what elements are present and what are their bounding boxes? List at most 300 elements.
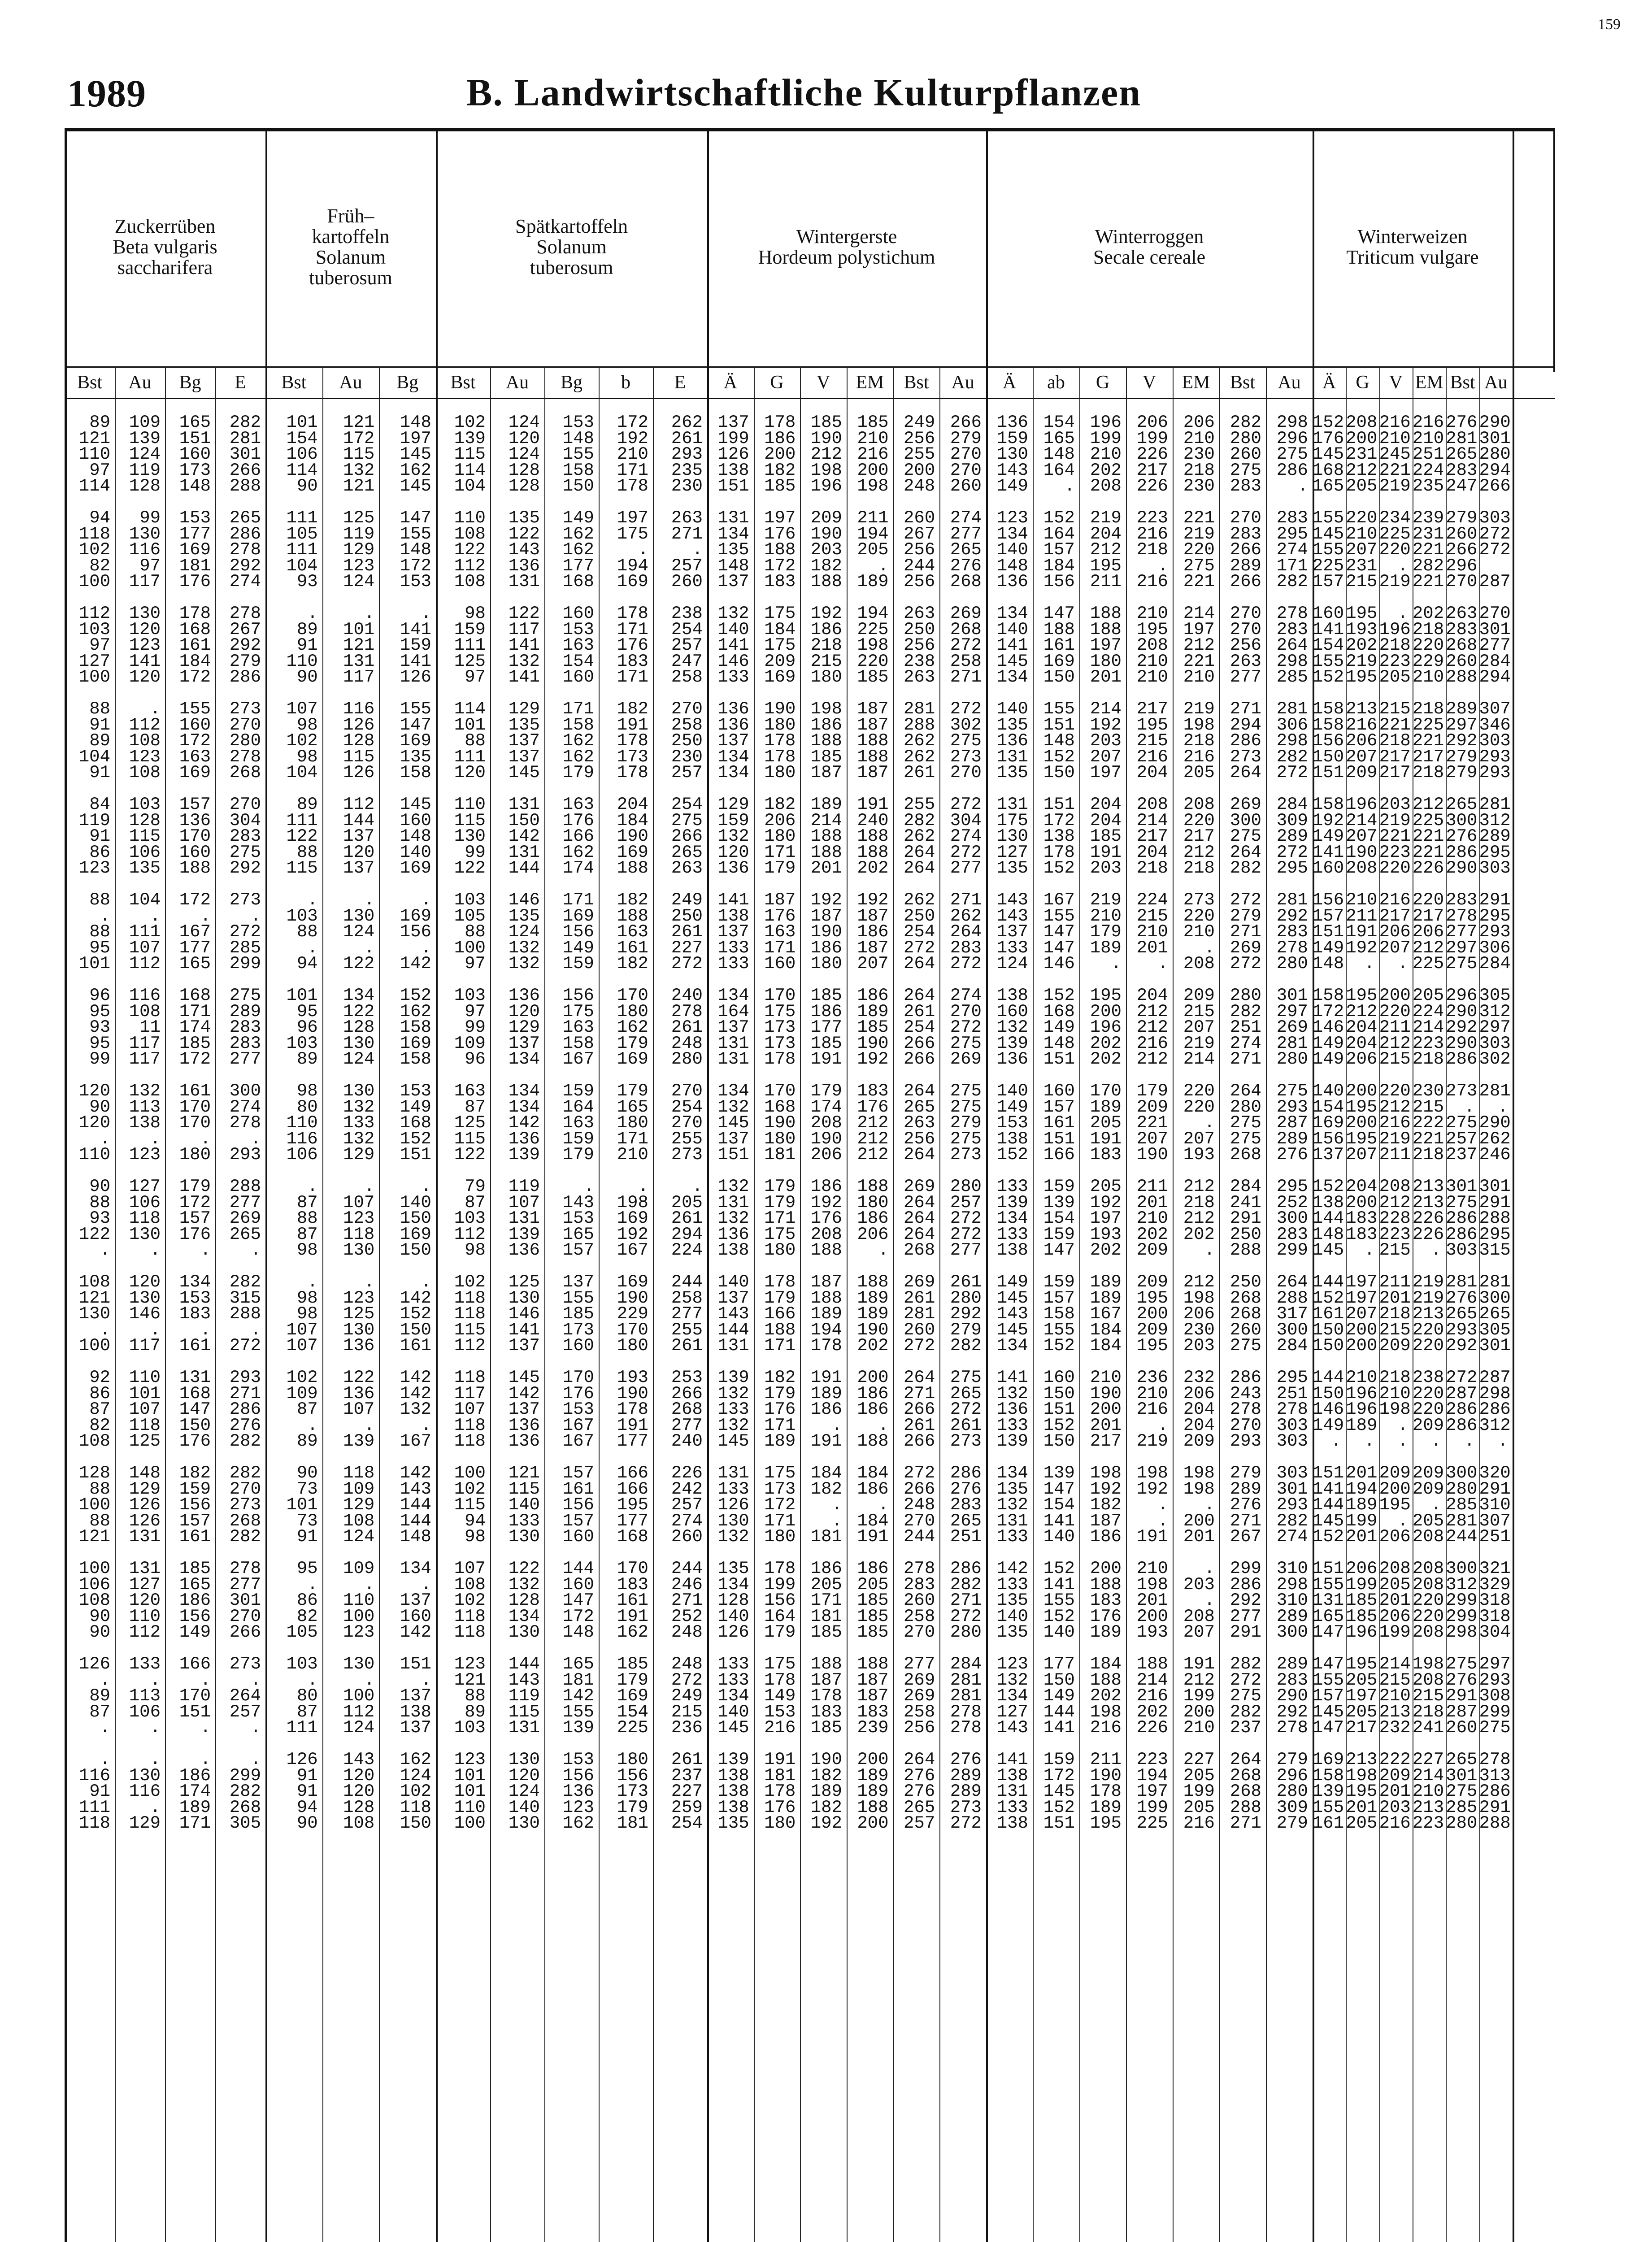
- table-cell: 193: [1183, 1145, 1215, 1164]
- table-cell: 98: [296, 747, 318, 767]
- table-cell: 169: [400, 1033, 431, 1053]
- table-cell: 101: [286, 413, 318, 432]
- table-cell: 111: [286, 810, 318, 830]
- table-cell: 103: [454, 1208, 486, 1228]
- table-cell: 269: [904, 1686, 935, 1706]
- table-cell: 149: [1043, 1017, 1075, 1037]
- table-row: [65, 1736, 1555, 1768]
- table-cell: 127: [129, 1177, 161, 1196]
- table-cell: 186: [810, 1399, 842, 1419]
- table-cell: 175: [996, 810, 1028, 830]
- table-cell: 147: [1043, 1479, 1075, 1499]
- table-cell: 169: [179, 540, 211, 560]
- table-cell: .: [200, 1320, 211, 1340]
- table-cell: 278: [229, 747, 261, 767]
- table-cell: 272: [1230, 890, 1261, 910]
- table-cell: 195: [617, 1495, 648, 1515]
- table-cell: .: [1157, 1495, 1168, 1515]
- table-cell: 187: [810, 763, 842, 782]
- table-cell: 88: [89, 922, 110, 942]
- table-cell: 286: [1446, 1415, 1478, 1435]
- table-cell: 286: [1446, 1224, 1478, 1244]
- table-cell: .: [307, 1415, 318, 1435]
- table-cell: .: [1364, 954, 1375, 973]
- table-cell: 295: [1276, 858, 1308, 878]
- table-cell: 148: [129, 1463, 161, 1483]
- table-cell: 205: [1090, 1113, 1122, 1133]
- table-cell: 300: [229, 1081, 261, 1101]
- table-cell: 276: [904, 1781, 935, 1801]
- table-cell: 273: [950, 1145, 982, 1164]
- table-cell: 135: [508, 715, 540, 735]
- table-cell: 202: [1090, 1686, 1122, 1706]
- table-cell: 212: [1136, 1017, 1168, 1037]
- table-cell: 219: [1379, 476, 1411, 496]
- table-cell: 266: [1230, 572, 1261, 591]
- table-cell: 275: [1479, 1718, 1511, 1738]
- table-cell: 254: [671, 1097, 703, 1117]
- table-cell: 164: [764, 1606, 796, 1626]
- table-cell: 129: [717, 795, 749, 814]
- table-cell: 155: [400, 524, 431, 544]
- table-cell: 232: [1379, 1718, 1411, 1738]
- table-cell: 281: [1479, 795, 1511, 814]
- table-cell: 281: [229, 428, 261, 448]
- table-cell: 143: [717, 1304, 749, 1324]
- table-cell: 86: [89, 1383, 110, 1403]
- table-cell: 255: [671, 1320, 703, 1340]
- table-cell: 137: [717, 413, 749, 432]
- table-cell: 212: [810, 444, 842, 464]
- table-cell: 188: [857, 1177, 889, 1196]
- table-cell: 279: [950, 1113, 982, 1133]
- crop-group-label: Früh– kartoffeln Solanum tuberosum: [309, 204, 392, 289]
- table-cell: 162: [617, 1622, 648, 1642]
- table-cell: 291: [1479, 1479, 1511, 1499]
- table-cell: 102: [454, 1479, 486, 1499]
- table-cell: 161: [400, 1336, 431, 1356]
- table-cell: 135: [400, 747, 431, 767]
- table-cell: 147: [179, 1399, 211, 1419]
- column-header-rule: [65, 398, 1555, 399]
- table-cell: 145: [996, 1320, 1028, 1340]
- table-cell: 179: [1090, 922, 1122, 942]
- table-cell: 212: [1183, 1208, 1215, 1228]
- table-cell: 119: [508, 1686, 540, 1706]
- table-cell: 288: [1446, 667, 1478, 687]
- table-cell: 301: [1479, 1177, 1511, 1196]
- table-cell: 188: [617, 906, 648, 926]
- table-cell: 205: [671, 1192, 703, 1212]
- table-cell: 155: [1312, 1797, 1344, 1817]
- table-cell: 208: [1412, 1559, 1444, 1578]
- table-cell: 200: [1346, 1336, 1378, 1356]
- table-row: [65, 1545, 1555, 1577]
- table-cell: 205: [1346, 1702, 1378, 1722]
- table-cell: 156: [562, 986, 594, 1005]
- table-cell: 260: [1230, 444, 1261, 464]
- table-cell: 275: [1230, 460, 1261, 480]
- table-cell: 90: [89, 1622, 110, 1642]
- column-header: Au: [951, 372, 974, 393]
- table-cell: 98: [465, 1527, 486, 1547]
- table-cell: .: [100, 1750, 110, 1769]
- table-cell: 112: [343, 1702, 375, 1722]
- table-cell: 191: [617, 1415, 648, 1435]
- table-cell: 286: [1230, 731, 1261, 751]
- table-cell: 256: [904, 540, 935, 560]
- table-cell: 208: [1412, 1622, 1444, 1642]
- table-cell: 141: [400, 619, 431, 639]
- table-cell: 129: [343, 1495, 375, 1515]
- table-cell: 144: [343, 810, 375, 830]
- table-cell: 282: [1276, 572, 1308, 591]
- table-cell: 145: [1312, 1702, 1344, 1722]
- table-cell: 144: [1312, 1272, 1344, 1292]
- table-cell: 283: [950, 1495, 982, 1515]
- table-cell: 73: [296, 1511, 318, 1531]
- table-cell: 291: [1479, 1192, 1511, 1212]
- table-cell: 136: [717, 1224, 749, 1244]
- column-header: EM: [856, 372, 884, 393]
- table-cell: 177: [617, 1431, 648, 1451]
- table-cell: 140: [996, 540, 1028, 560]
- table-cell: 198: [617, 1192, 648, 1212]
- table-cell: 291: [1479, 1797, 1511, 1817]
- table-cell: 300: [1446, 810, 1478, 830]
- table-cell: 160: [400, 1606, 431, 1626]
- table-cell: 251: [1412, 444, 1444, 464]
- table-cell: 219: [1412, 1288, 1444, 1308]
- table-cell: 158: [562, 715, 594, 735]
- table-cell: 183: [1346, 1208, 1378, 1228]
- table-cell: .: [1204, 1113, 1215, 1133]
- table-cell: 138: [996, 1765, 1028, 1786]
- table-cell: 196: [1346, 1399, 1378, 1419]
- table-cell: 132: [717, 1097, 749, 1117]
- table-cell: 124: [508, 444, 540, 464]
- table-cell: 172: [179, 1192, 211, 1212]
- table-cell: 299: [1446, 1606, 1478, 1626]
- table-cell: 137: [400, 1718, 431, 1738]
- table-cell: 119: [508, 1177, 540, 1196]
- table-cell: 292: [1276, 1702, 1308, 1722]
- table-cell: 240: [671, 1431, 703, 1451]
- table-cell: 146: [1043, 954, 1075, 973]
- table-cell: 220: [1412, 1590, 1444, 1610]
- table-cell: 266: [904, 1479, 935, 1499]
- table-cell: .: [1397, 1511, 1408, 1531]
- table-cell: 227: [1412, 1750, 1444, 1769]
- table-cell: 238: [904, 651, 935, 671]
- table-cell: 258: [950, 651, 982, 671]
- table-cell: 269: [229, 1208, 261, 1228]
- table-cell: 131: [717, 1033, 749, 1053]
- table-cell: 198: [1183, 715, 1215, 735]
- table-cell: 139: [996, 1431, 1028, 1451]
- table-cell: 276: [950, 556, 982, 576]
- table-cell: 159: [562, 1129, 594, 1149]
- table-cell: 260: [671, 1527, 703, 1547]
- table-cell: 293: [1479, 1670, 1511, 1690]
- table-cell: .: [1497, 1431, 1508, 1451]
- table-cell: 131: [1312, 1590, 1344, 1610]
- table-cell: 124: [508, 1781, 540, 1801]
- table-cell: 175: [764, 1463, 796, 1483]
- table-cell: 121: [343, 476, 375, 496]
- table-cell: 120: [508, 428, 540, 448]
- table-cell: 213: [1412, 1192, 1444, 1212]
- table-cell: 101: [286, 986, 318, 1005]
- table-cell: 201: [1136, 1192, 1168, 1212]
- table-cell: 277: [229, 1574, 261, 1595]
- table-cell: 178: [617, 604, 648, 623]
- table-cell: 144: [508, 858, 540, 878]
- table-cell: 179: [764, 1622, 796, 1642]
- table-cell: 260: [904, 508, 935, 528]
- table-cell: 179: [764, 1192, 796, 1212]
- table-cell: 156: [179, 1495, 211, 1515]
- table-cell: 138: [717, 906, 749, 926]
- table-cell: 162: [562, 842, 594, 862]
- table-cell: 210: [1136, 1383, 1168, 1403]
- table-cell: 159: [562, 954, 594, 973]
- table-cell: 145: [717, 1431, 749, 1451]
- table-cell: 91: [296, 635, 318, 655]
- table-cell: 140: [508, 1495, 540, 1515]
- table-cell: 275: [671, 810, 703, 830]
- table-cell: 220: [1412, 635, 1444, 655]
- table-cell: 147: [1043, 922, 1075, 942]
- table-cell: 181: [810, 1527, 842, 1547]
- table-cell: 198: [1183, 1288, 1215, 1308]
- table-cell: 250: [671, 906, 703, 926]
- table-cell: 298: [1276, 1574, 1308, 1595]
- table-cell: 167: [617, 1240, 648, 1260]
- table-cell: 180: [617, 1001, 648, 1021]
- table-cell: 271: [950, 890, 982, 910]
- table-cell: 137: [717, 1288, 749, 1308]
- table-cell: 118: [400, 1797, 431, 1817]
- table-cell: 124: [996, 954, 1028, 973]
- table-cell: 305: [229, 1813, 261, 1833]
- table-cell: 159: [996, 428, 1028, 448]
- table-cell: 134: [508, 1049, 540, 1069]
- table-cell: 220: [1379, 1081, 1411, 1101]
- table-cell: 204: [1346, 1017, 1378, 1037]
- table-cell: 90: [296, 667, 318, 687]
- table-cell: 154: [1043, 1208, 1075, 1228]
- table-cell: 177: [1043, 1654, 1075, 1674]
- table-cell: .: [307, 1272, 318, 1292]
- table-cell: 122: [286, 826, 318, 846]
- table-cell: 211: [1346, 906, 1378, 926]
- table-cell: 160: [1043, 1368, 1075, 1387]
- table-cell: 103: [286, 1654, 318, 1674]
- table-cell: 199: [1183, 1686, 1215, 1706]
- table-cell: 292: [1446, 1017, 1478, 1037]
- table-cell: 288: [1479, 1813, 1511, 1833]
- table-cell: 278: [950, 1718, 982, 1738]
- table-cell: 106: [286, 1145, 318, 1164]
- table-cell: 218: [1183, 460, 1215, 480]
- table-cell: 132: [996, 1017, 1028, 1037]
- table-cell: 134: [717, 524, 749, 544]
- table-cell: 188: [857, 747, 889, 767]
- table-cell: 203: [1379, 1797, 1411, 1817]
- table-cell: 131: [996, 1511, 1028, 1531]
- table-cell: 157: [179, 795, 211, 814]
- table-cell: 301: [1479, 428, 1511, 448]
- table-cell: 133: [996, 1415, 1028, 1435]
- table-cell: 120: [717, 842, 749, 862]
- table-cell: 277: [229, 1192, 261, 1212]
- table-cell: 269: [1230, 795, 1261, 814]
- table-cell: 280: [1230, 986, 1261, 1005]
- table-cell: 226: [671, 1463, 703, 1483]
- table-cell: 179: [617, 1797, 648, 1817]
- table-cell: 268: [229, 1797, 261, 1817]
- table-cell: 122: [454, 540, 486, 560]
- table-cell: 136: [717, 699, 749, 719]
- table-cell: 286: [1446, 1399, 1478, 1419]
- table-cell: .: [1204, 1240, 1215, 1260]
- table-cell: 226: [1412, 1224, 1444, 1244]
- table-cell: 198: [857, 476, 889, 496]
- table-cell: 194: [810, 1320, 842, 1340]
- table-cell: 148: [400, 826, 431, 846]
- table-cell: 275: [950, 1033, 982, 1053]
- table-cell: 266: [229, 1622, 261, 1642]
- table-cell: 147: [1312, 1654, 1344, 1674]
- table-cell: 145: [996, 1288, 1028, 1308]
- table-cell: 185: [617, 1654, 648, 1674]
- table-cell: 211: [1379, 1145, 1411, 1164]
- table-cell: 301: [229, 1590, 261, 1610]
- table-cell: 142: [400, 1622, 431, 1642]
- table-cell: .: [307, 938, 318, 958]
- table-cell: 183: [857, 1081, 889, 1101]
- table-cell: 157: [562, 1511, 594, 1531]
- table-cell: 171: [810, 1590, 842, 1610]
- table-cell: 273: [229, 699, 261, 719]
- table-cell: 277: [229, 1049, 261, 1069]
- table-cell: 153: [562, 1208, 594, 1228]
- table-cell: .: [100, 1320, 110, 1340]
- table-row: [65, 1051, 1555, 1068]
- table-cell: 172: [562, 1606, 594, 1626]
- column-header: Au: [505, 372, 529, 393]
- column-header: b: [621, 372, 630, 393]
- table-cell: 101: [129, 1383, 161, 1403]
- table-cell: 295: [1479, 1224, 1511, 1244]
- table-cell: 223: [1136, 508, 1168, 528]
- table-cell: 212: [1183, 1670, 1215, 1690]
- table-cell: 128: [717, 1590, 749, 1610]
- table-cell: 213: [1346, 699, 1378, 719]
- table-cell: 216: [1379, 1813, 1411, 1833]
- table-cell: 141: [508, 1320, 540, 1340]
- table-cell: 295: [1479, 906, 1511, 926]
- table-cell: 150: [400, 1208, 431, 1228]
- table-cell: 102: [454, 413, 486, 432]
- table-cell: 279: [950, 428, 982, 448]
- table-cell: 157: [1043, 1097, 1075, 1117]
- table-cell: 123: [454, 1750, 486, 1769]
- column-header: V: [1389, 372, 1403, 393]
- table-cell: 257: [671, 635, 703, 655]
- table-cell: 206: [1346, 1049, 1378, 1069]
- table-cell: 101: [286, 1495, 318, 1515]
- table-cell: 137: [717, 572, 749, 591]
- table-cell: 142: [400, 1288, 431, 1308]
- table-cell: 264: [904, 1368, 935, 1387]
- table-cell: 88: [465, 1686, 486, 1706]
- table-cell: 270: [229, 1479, 261, 1499]
- table-cell: 272: [1230, 954, 1261, 973]
- table-cell: 130: [129, 524, 161, 544]
- table-cell: 282: [1276, 747, 1308, 767]
- table-cell: 108: [129, 1001, 161, 1021]
- table-cell: 149: [1043, 1686, 1075, 1706]
- table-row: [65, 1354, 1555, 1386]
- table-cell: 265: [229, 508, 261, 528]
- table-cell: 118: [454, 1431, 486, 1451]
- table-cell: 106: [129, 842, 161, 862]
- table-cell: 220: [1346, 508, 1378, 528]
- table-cell: 294: [671, 1224, 703, 1244]
- table-cell: 128: [78, 1463, 110, 1483]
- table-cell: 110: [343, 1590, 375, 1610]
- table-cell: 214: [1183, 604, 1215, 623]
- table-row: [65, 669, 1555, 686]
- table-cell: .: [364, 1415, 375, 1435]
- table-cell: 112: [78, 604, 110, 623]
- table-cell: 278: [1446, 906, 1478, 926]
- table-cell: 270: [671, 1081, 703, 1101]
- table-cell: 87: [465, 1097, 486, 1117]
- table-cell: 280: [671, 1049, 703, 1069]
- table-cell: 140: [717, 1606, 749, 1626]
- table-cell: .: [583, 1177, 594, 1196]
- table-cell: .: [878, 1495, 889, 1515]
- table-cell: 288: [229, 476, 261, 496]
- table-cell: 138: [400, 1702, 431, 1722]
- table-cell: 153: [179, 1288, 211, 1308]
- table-cell: 272: [1276, 763, 1308, 782]
- table-cell: 130: [996, 444, 1028, 464]
- table-cell: 208: [1136, 795, 1168, 814]
- table-cell: 266: [671, 1383, 703, 1403]
- table-cell: 247: [1446, 476, 1478, 496]
- table-cell: 220: [1379, 858, 1411, 878]
- table-cell: 139: [454, 428, 486, 448]
- table-cell: 130: [343, 1240, 375, 1260]
- table-cell: 200: [1136, 1606, 1168, 1626]
- table-cell: 227: [1183, 1750, 1215, 1769]
- table-cell: 273: [671, 1145, 703, 1164]
- table-cell: 156: [400, 922, 431, 942]
- table-cell: 188: [857, 1431, 889, 1451]
- table-cell: 128: [508, 476, 540, 496]
- table-cell: 281: [1446, 1511, 1478, 1531]
- table-cell: 283: [1276, 1670, 1308, 1690]
- table-cell: 200: [1346, 1192, 1378, 1212]
- table-cell: 180: [857, 1192, 889, 1212]
- table-cell: 203: [1183, 1574, 1215, 1595]
- table-cell: 133: [717, 954, 749, 973]
- table-cell: 234: [1379, 508, 1411, 528]
